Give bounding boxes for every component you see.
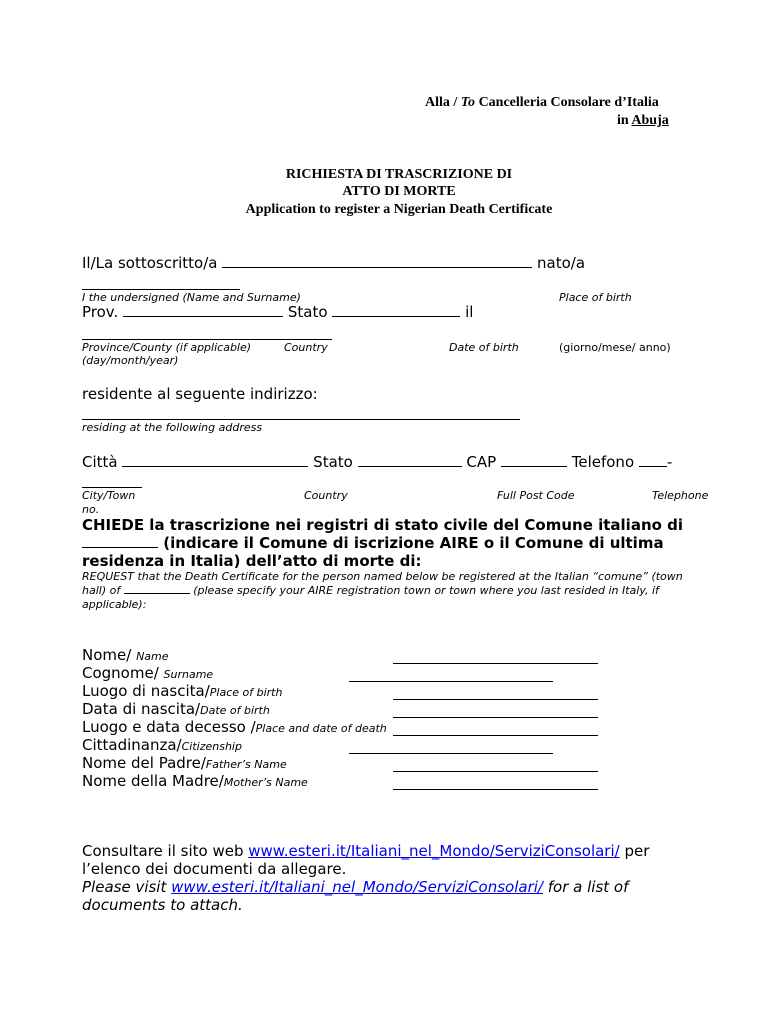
field-it: Data di nascita/: [82, 700, 201, 718]
footer-en-prefix: Please visit: [82, 878, 172, 896]
recipient-line: [425, 95, 659, 111]
hint-no: no.: [82, 503, 100, 516]
cap-label: CAP: [466, 453, 497, 471]
consular-services-link[interactable]: www.esteri.it/Italiani_nel_Mondo/ServiziConsolari/: [248, 842, 620, 860]
city-field[interactable]: [122, 465, 308, 467]
name-field[interactable]: [222, 266, 532, 268]
field-it: Nome/: [82, 646, 137, 664]
madre-input[interactable]: [393, 789, 598, 790]
phone-field-cont[interactable]: [82, 487, 142, 488]
born-label: nato/a: [537, 254, 586, 272]
cognome-input[interactable]: [349, 681, 553, 682]
hint-phone: Telephone: [652, 489, 709, 502]
address-field[interactable]: [82, 419, 520, 420]
alla-prefix: Alla /: [425, 95, 461, 110]
citta-label: Città: [82, 453, 118, 471]
field-en: Mother’s Name: [223, 776, 308, 789]
request-line3: residenza in Italia) dell’atto di morte di:: [82, 552, 422, 570]
province-row: [82, 303, 473, 321]
address-stato-label: Stato: [313, 453, 353, 471]
footer-en-line1: [82, 878, 628, 896]
city-row: [82, 453, 672, 471]
field-it: Luogo di nascita/: [82, 682, 210, 700]
town-hall-field[interactable]: [124, 592, 190, 594]
field-en: Date of birth: [200, 704, 270, 717]
consular-services-link-en[interactable]: www.esteri.it/Italiani_nel_Mondo/ServiziConsolari/: [171, 878, 543, 896]
country-field[interactable]: [332, 315, 460, 317]
field-en: Name: [136, 650, 169, 663]
field-padre: [82, 754, 287, 772]
en-line2-a: hall) of: [82, 584, 121, 597]
en-line2-b: (please specify your AIRE registration town or town where you last resided in Italy, if: [193, 584, 659, 597]
comune-field[interactable]: [82, 546, 158, 548]
request-en-line3: applicable):: [82, 598, 147, 611]
field-luogo-nascita: [82, 682, 282, 700]
address-label: residente al seguente indirizzo:: [82, 385, 318, 403]
field-cognome: [82, 664, 213, 682]
request-line1: CHIEDE la trascrizione nei registri di stato civile del Comune italiano di: [82, 516, 684, 534]
nome-input[interactable]: [393, 663, 598, 664]
data-nascita-input[interactable]: [393, 717, 598, 718]
footer-it-line2: l’elenco dei documenti da allegare.: [82, 860, 347, 878]
to-word: To: [460, 95, 476, 110]
stato-label: Stato: [287, 303, 328, 321]
hint-name: I the undersigned (Name and Surname): [82, 291, 301, 304]
field-en: Surname: [163, 668, 214, 681]
il-label: il: [465, 303, 474, 321]
hint-birthplace: Place of birth: [559, 291, 632, 304]
city-line: [617, 113, 669, 129]
request-line2: [82, 534, 664, 552]
footer-en-suffix: for a list of: [542, 878, 629, 896]
hint-dob: Date of birth: [449, 341, 519, 354]
dash: -: [666, 453, 673, 471]
hint-address: residing at the following address: [82, 421, 263, 434]
field-it: Cognome/: [82, 664, 164, 682]
field-it: Luogo e data decesso /: [82, 718, 256, 736]
cap-field[interactable]: [501, 465, 567, 467]
hint-format: (giorno/mese/ anno): [559, 341, 671, 354]
request-en-line2: [82, 584, 659, 597]
field-en: Father’s Name: [205, 758, 287, 771]
field-it: Nome della Madre/: [82, 772, 224, 790]
footer-it-line1: [82, 842, 649, 860]
field-it: Cittadinanza/: [82, 736, 182, 754]
title-line2: ATTO DI MORTE: [342, 184, 456, 199]
footer-en-line2: documents to attach.: [82, 896, 243, 914]
undersigned-row: [82, 254, 585, 272]
birthplace-field[interactable]: [82, 289, 240, 290]
request-line2-text: (indicare il Comune di iscrizione AIRE o il Comune di ultima: [163, 534, 664, 552]
hint-city: City/Town: [82, 489, 136, 502]
hint-post: Full Post Code: [497, 489, 575, 502]
field-decesso: [82, 718, 387, 736]
title-subtitle: Application to register a Nigerian Death Certificate: [245, 202, 553, 217]
title-line1: RICHIESTA DI TRASCRIZIONE DI: [285, 167, 513, 182]
province-field[interactable]: [123, 315, 283, 317]
telefono-label: Telefono: [571, 453, 635, 471]
hint-province: Province/County (if applicable): [82, 341, 252, 354]
footer-it-suffix: per: [619, 842, 650, 860]
prov-label: Prov.: [82, 303, 119, 321]
recipient-name: Cancelleria Consolare d’Italia: [475, 95, 659, 110]
field-madre: [82, 772, 308, 790]
dob-field[interactable]: [82, 339, 332, 340]
decesso-input[interactable]: [393, 735, 598, 736]
footer-it-prefix: Consultare il sito web: [82, 842, 249, 860]
field-en: Citizenship: [181, 740, 242, 753]
in-word: in: [617, 113, 632, 128]
luogo-nascita-input[interactable]: [393, 699, 598, 700]
field-data-nascita: [82, 700, 270, 718]
city-name: Abuja: [631, 113, 669, 128]
address-country-field[interactable]: [358, 465, 462, 467]
hint-address-country: Country: [304, 489, 348, 502]
field-nome: [82, 646, 169, 664]
hint-country: Country: [284, 341, 328, 354]
field-en: Place of birth: [209, 686, 283, 699]
field-it: Nome del Padre/: [82, 754, 206, 772]
padre-input[interactable]: [393, 771, 598, 772]
undersigned-label: Il/La sottoscritto/a: [82, 254, 218, 272]
request-en-line1: REQUEST that the Death Certificate for the person named below be registered at the Italian “comune” (town: [82, 570, 683, 583]
cittadinanza-input[interactable]: [349, 753, 553, 754]
field-en: Place and date of death: [255, 722, 387, 735]
hint-format-en: (day/month/year): [82, 354, 179, 367]
field-cittadinanza: [82, 736, 242, 754]
phone-field[interactable]: [639, 465, 667, 467]
